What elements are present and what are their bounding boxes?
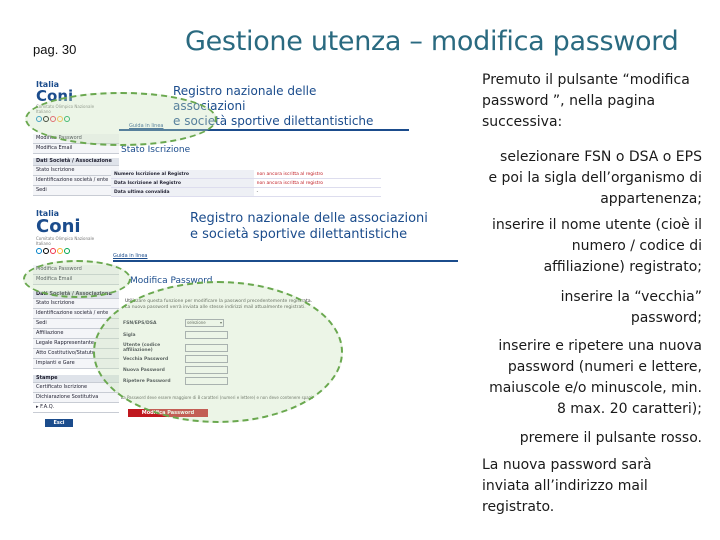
stato-table [111, 170, 381, 197]
sidebar-item-stato[interactable]: Stato Iscrizione [33, 299, 119, 309]
vecchia-password-label: Vecchia Password [123, 357, 169, 362]
sidebar-modifica-password[interactable]: Modifica Password [33, 265, 119, 275]
instruction-step-4: inserire e ripetere una nuova password (numeri e lettere, maiuscole e/o minuscole, min. 8 max. 20 caratteri); [489, 338, 702, 417]
instruction-step-2: inserire il nome utente (cioè il numero / codice di affiliazione) registrato; [491, 217, 702, 275]
row-key: Data ultima convalida [111, 188, 254, 197]
highlight-oval [25, 92, 217, 146]
sigla-label: Sigla [123, 333, 136, 338]
logo-italia-text: Italia [36, 80, 60, 89]
modifica-password-button[interactable]: Modifica Password [128, 409, 208, 417]
sidebar-item-identificazione[interactable]: Identificazione società / ente [33, 176, 119, 186]
sidebar-item-dichiarazione[interactable]: Dichiarazione Sostitutiva [33, 393, 119, 403]
olympic-rings-icon [36, 248, 98, 254]
description-line-1: Utilizzare questa funzione per modificare la password precedentemente registrata. [125, 299, 313, 304]
sidebar-modifica-password[interactable]: Modifica Password [33, 134, 119, 144]
fsn-select-value: selezione [187, 320, 206, 325]
sidebar-item-sedi[interactable]: Sedi [33, 319, 119, 329]
sidebar-section-dati: Dati Società / Associazione [33, 291, 119, 299]
row-key: Numero Iscrizione al Registro [111, 170, 254, 179]
highlight-oval-sidebar [23, 260, 131, 298]
sidebar-item-faq-label: F.A.Q. [40, 404, 55, 410]
table-row [111, 170, 381, 179]
instruction-step-1: selezionare FSN o DSA o EPS e poi la sigla dell’organismo di appartenenza; [488, 149, 702, 207]
logo-subtitle: Comitato Olimpico Nazionale Italiano [36, 236, 95, 246]
row-value: non ancora iscritta al registro [254, 170, 381, 179]
row-value: non ancora iscritta al registro [254, 179, 381, 188]
table-row [111, 188, 381, 197]
section-title: Stato Iscrizione [121, 145, 191, 155]
guida-link[interactable]: Guida in linea [113, 253, 148, 259]
header-title [190, 211, 428, 243]
logo-coni-text: Coni [36, 216, 81, 237]
logo-subtitle: Comitato Olimpico Nazionale Italiano [36, 104, 95, 114]
screenshot-stato-iscrizione [33, 78, 383, 204]
header-line-2: e società sportive dilettantistiche [190, 227, 408, 242]
sidebar-item-affiliazione[interactable]: Affiliazione [33, 329, 119, 339]
sidebar-item-identificazione[interactable]: Identificazione società / ente [33, 309, 119, 319]
highlight-oval-form [93, 281, 343, 423]
row-key: Data Iscrizione al Registro [111, 179, 254, 188]
password-note: La Password deve essere maggiore di 8 caratteri (numeri e lettere) e non deve contenere spazi. [121, 395, 314, 400]
slide-title: Gestione utenza – modifica password [185, 26, 679, 57]
screenshot-modifica-password [33, 205, 463, 455]
sidebar-item-impianti[interactable]: Impianti e Gare [33, 359, 119, 369]
sidebar-item-sedi[interactable]: Sedi [33, 186, 119, 196]
page-number: pag. 30 [33, 42, 77, 57]
sidebar-modifica-email[interactable]: Modifica Email [33, 275, 119, 285]
header-line-2: e società sportive dilettantistiche [173, 114, 374, 128]
sidebar-section-dati: Dati Società / Associazione [33, 158, 119, 166]
ripeti-password-label: Ripetere Password [123, 379, 171, 384]
bullet-icon: ▸ [36, 404, 41, 410]
header-line-1: Registro nazionale delle associazioni [173, 84, 317, 113]
coni-logo [36, 209, 98, 254]
esci-button[interactable]: Esci [45, 419, 73, 427]
description-line-2: La nuova password verrà inviata alle stesse indirizzi mail attualmente registrati. [125, 304, 306, 310]
sidebar-item-stato[interactable]: Stato Iscrizione [33, 166, 119, 176]
sidebar-item-certificato[interactable]: Certificato Iscrizione [33, 383, 119, 393]
sidebar-item-legale[interactable]: Legale Rappresentante [33, 339, 119, 349]
sidebar-item-faq[interactable] [33, 403, 119, 413]
fsn-label: FSN/EPS/DSA [123, 321, 157, 326]
utente-label: Utente (codice affiliazione) [123, 343, 161, 353]
logo-italia-text: Italia [36, 209, 60, 218]
sidebar-modifica-email[interactable]: Modifica Email [33, 144, 119, 154]
header-rule [113, 260, 458, 262]
nuova-password-label: Nuova Password [123, 368, 165, 373]
chevron-down-icon: ▾ [219, 320, 222, 325]
logo-coni-text: Coni [36, 87, 74, 105]
instruction-intro: Premuto il pulsante “modifica password ”, nella pagina successiva: [482, 72, 690, 130]
row-value: - [254, 188, 381, 197]
sidebar-section-stampe: Stampe [33, 375, 119, 383]
instruction-step-3: inserire la “vecchia” password; [560, 289, 702, 326]
table-row [111, 179, 381, 188]
header-line-1: Registro nazionale delle associazioni [190, 211, 428, 226]
sidebar-item-atto[interactable]: Atto Costitutivo/Statuto [33, 349, 119, 359]
instruction-outro: La nuova password sarà inviata all’indirizzo mail registrato. [482, 457, 652, 515]
guida-link[interactable]: Guida in linea [129, 123, 164, 129]
section-title: Modifica Password [130, 276, 213, 286]
instruction-step-5: premere il pulsante rosso. [519, 430, 702, 446]
